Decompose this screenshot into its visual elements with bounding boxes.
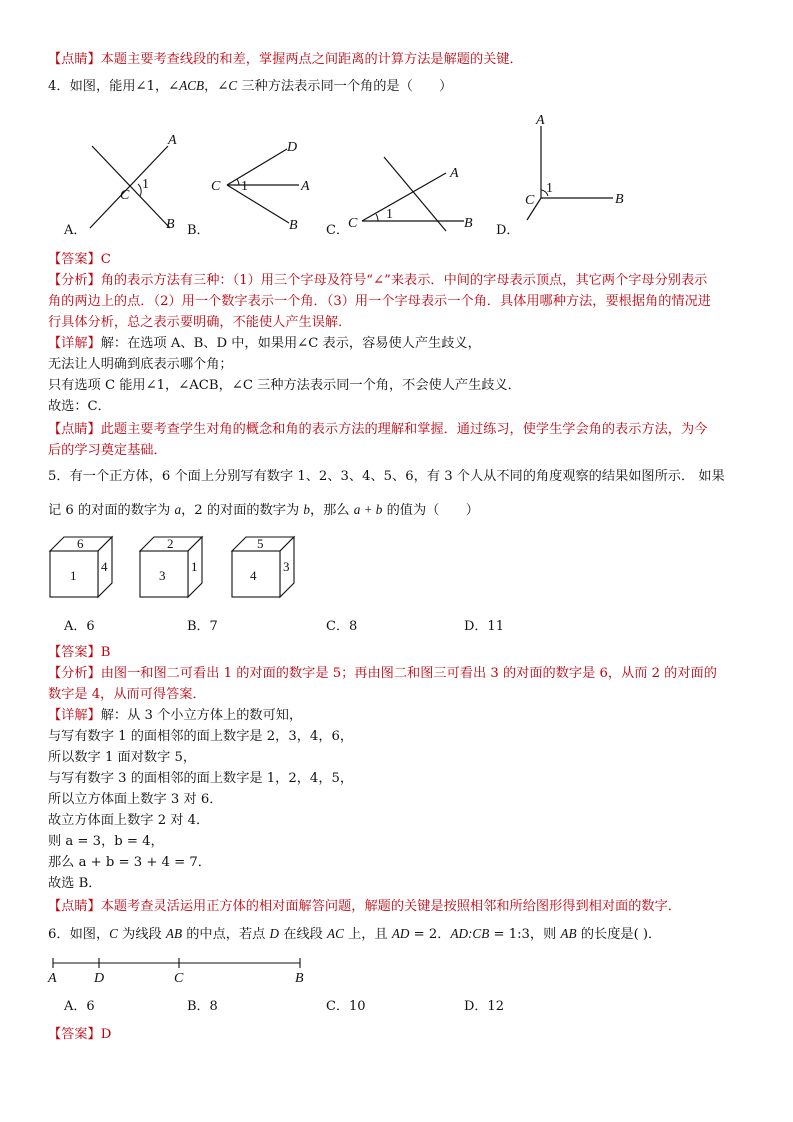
q4-stem-comma: ， bbox=[204, 79, 218, 94]
var-b: b bbox=[303, 502, 310, 517]
analysis-text: 由图一和图二可看出 1 的对面的数字是 5；再由图二和图三可看出 3 的对面的数字是 6，从而 2 的对面的 bbox=[100, 666, 717, 681]
q6-stem-text: 上，且 bbox=[343, 927, 392, 942]
q6-stem-text: = 2． bbox=[409, 927, 451, 942]
q6-point-c: C bbox=[109, 926, 118, 941]
tip-tag: 【点睛】 bbox=[48, 422, 101, 437]
q4-analysis-3: 行具体分析，总之表示要明确，不能使人产生误解． bbox=[48, 315, 352, 330]
q6-stem-text: 的长度是( )． bbox=[576, 927, 662, 942]
point-b-label: B bbox=[289, 218, 298, 233]
tip-text: 本题考查灵活运用正方体的相对面解答问题，解题的关键是按照相邻和所给图形得到相对面的数字． bbox=[100, 899, 681, 914]
q5-detail bbox=[48, 706, 302, 726]
q6-ratio: AD:CB bbox=[450, 926, 490, 941]
q6-option-b[interactable]: B．8 bbox=[187, 999, 218, 1014]
point-b-label: B bbox=[295, 971, 304, 986]
q6-segment-ad: AD bbox=[391, 926, 410, 941]
q5-stem-text: 的值为（ ） bbox=[382, 503, 479, 518]
q5-option-d[interactable]: D．11 bbox=[464, 619, 504, 634]
q4-detail-4: 故选：C． bbox=[48, 399, 111, 414]
point-a-label: A bbox=[301, 179, 310, 194]
q6-stem-text: = 1:3，则 bbox=[489, 927, 561, 942]
q4-figure-b bbox=[205, 135, 325, 235]
q5-cube-1 bbox=[48, 535, 118, 601]
detail-tag: 【详解】 bbox=[48, 708, 101, 723]
q5-analysis bbox=[48, 664, 717, 684]
q5-analysis-2: 数字是 4，从而可得答案． bbox=[48, 687, 206, 702]
point-c-label: C bbox=[174, 971, 184, 986]
q6-option-a[interactable]: A．6 bbox=[64, 999, 95, 1014]
cube-front-number: 4 bbox=[250, 568, 257, 583]
angle-1-label: 1 bbox=[386, 207, 393, 222]
analysis-tag: 【分析】 bbox=[48, 273, 101, 288]
q5-detail-7: 则 a = 3，b = 4， bbox=[48, 834, 164, 849]
q4-tip bbox=[48, 420, 707, 440]
q5-detail-2: 与写有数字 1 的面相邻的面上数字是 2，3，4，6， bbox=[48, 729, 354, 744]
answer-tag: 【答案】 bbox=[48, 252, 101, 267]
cube-side-number: 4 bbox=[101, 559, 108, 574]
q4-tip-2: 后的学习奠定基础． bbox=[48, 443, 167, 458]
q5-stem-text: ，2 的对面的数字为 bbox=[181, 503, 304, 518]
analysis-text: 角的表示方法有三种：（1）用三个字母及符号“∠”来表示．中间的字母表示顶点，其它两个字母分别表示 bbox=[100, 273, 708, 288]
q4-figure-c bbox=[340, 155, 490, 235]
q6-answer bbox=[48, 1025, 111, 1045]
point-a-label: A bbox=[450, 166, 459, 181]
q6-segment-ac: AC bbox=[327, 926, 344, 941]
detail-text: 解：在选项 A、B、D 中，如果用∠C 表示，容易使人产生歧义， bbox=[100, 336, 481, 351]
answer-tag: 【答案】 bbox=[48, 1027, 101, 1042]
cube-top-number: 6 bbox=[77, 536, 84, 551]
point-c-label: C bbox=[120, 188, 130, 203]
q4-answer bbox=[48, 250, 111, 270]
q6-stem bbox=[48, 924, 661, 945]
q4-option-c[interactable]: C． bbox=[326, 223, 349, 238]
q6-point-d: D bbox=[269, 926, 280, 941]
q6-stem-text: 在线段 bbox=[279, 927, 328, 942]
q5-detail-9: 故选 B． bbox=[48, 876, 102, 891]
var-a: a bbox=[174, 502, 182, 517]
tip-text: 本题主要考查线段的和差，掌握两点之间距离的计算方法是解题的关键． bbox=[100, 52, 523, 67]
q4-stem-angle-c: ∠C bbox=[217, 78, 238, 93]
q5-stem-1: 5．有一个正方体，6 个面上分别写有数字 1、2、3、4、5、6，有 3 个人从不同的角度观察的结果如图所示． 如果 bbox=[48, 469, 725, 484]
q5-detail-6: 故立方体面上数字 2 对 4． bbox=[48, 813, 210, 828]
q5-answer bbox=[48, 643, 110, 663]
cube-side-number: 1 bbox=[191, 559, 198, 574]
point-b-label: B bbox=[615, 192, 624, 207]
angle-1-label: 1 bbox=[241, 179, 248, 194]
q6-segment-figure bbox=[45, 955, 315, 985]
q4-stem-text: 4．如图，能用∠1， bbox=[48, 79, 169, 94]
q6-option-c[interactable]: C．10 bbox=[326, 999, 366, 1014]
q5-option-b[interactable]: B．7 bbox=[187, 619, 218, 634]
q5-stem-2 bbox=[48, 500, 479, 521]
detail-tag: 【详解】 bbox=[48, 336, 101, 351]
q4-detail bbox=[48, 334, 481, 354]
q5-detail-4: 与写有数字 3 的面相邻的面上数字是 1，2，4，5， bbox=[48, 771, 354, 786]
point-c-label: C bbox=[348, 216, 358, 231]
q6-segment-ab: AB bbox=[165, 926, 183, 941]
angle-1-label: 1 bbox=[546, 181, 553, 196]
q6-stem-text: 的中点，若点 bbox=[182, 927, 270, 942]
answer-value: B bbox=[100, 645, 111, 660]
point-c-label: C bbox=[525, 193, 535, 208]
point-a-label: A bbox=[48, 971, 57, 986]
point-b-label: B bbox=[464, 216, 473, 231]
cube-side-number: 3 bbox=[283, 559, 290, 574]
tip-text: 此题主要考查学生对角的概念和角的表示方法的理解和掌握．通过练习，使学生学会角的表示方法，为今 bbox=[100, 422, 708, 437]
point-a-label: A bbox=[536, 113, 545, 128]
answer-value: C bbox=[100, 252, 111, 267]
tip-tag: 【点睛】 bbox=[48, 899, 101, 914]
q4-analysis bbox=[48, 271, 707, 291]
detail-text: 解：从 3 个小立方体上的数可知， bbox=[100, 708, 303, 723]
angle-1-label: 1 bbox=[142, 177, 149, 192]
q6-stem-text: 为线段 bbox=[117, 927, 166, 942]
q4-option-a[interactable]: A． bbox=[64, 223, 87, 238]
answer-tag: 【答案】 bbox=[48, 645, 101, 660]
q5-option-a[interactable]: A．6 bbox=[64, 619, 95, 634]
q5-stem-text: 记 6 的对面的数字为 bbox=[48, 503, 175, 518]
q4-detail-2: 无法让人明确到底表示哪个角； bbox=[48, 357, 233, 372]
cube-top-number: 5 bbox=[257, 536, 264, 551]
cube-front-number: 1 bbox=[70, 568, 77, 583]
cube-top-number: 2 bbox=[167, 536, 174, 551]
q6-segment-ab: AB bbox=[560, 926, 577, 941]
q4-analysis-2: 角的两边上的点．（2）用一个数字表示一个角．（3）用一个字母表示一个角．具体用哪种方法，要根据角的情况进 bbox=[48, 294, 711, 309]
q5-cube-2 bbox=[138, 535, 208, 601]
q6-option-d[interactable]: D．12 bbox=[464, 999, 504, 1014]
q5-detail-3: 所以数字 1 面对数字 5， bbox=[48, 750, 197, 765]
q5-cube-3 bbox=[230, 535, 300, 601]
q6-stem-text: 6．如图， bbox=[48, 927, 110, 942]
analysis-tag: 【分析】 bbox=[48, 666, 101, 681]
point-d-label: D bbox=[287, 140, 298, 155]
expr-a-plus-b: a + b bbox=[353, 502, 383, 517]
q4-stem-tail: 三种方法表示同一个角的是（ ） bbox=[237, 79, 453, 94]
q4-detail-3: 只有选项 C 能用∠1，∠ACB，∠C 三种方法表示同一个角，不会使人产生歧义． bbox=[48, 378, 521, 393]
q5-stem-text: ，那么 bbox=[309, 503, 354, 518]
answer-value: D bbox=[100, 1027, 112, 1042]
q4-option-b[interactable]: B． bbox=[187, 223, 210, 238]
q5-tip bbox=[48, 897, 681, 917]
q4-option-d[interactable]: D． bbox=[496, 223, 520, 238]
point-b-label: B bbox=[166, 217, 175, 232]
q5-option-c[interactable]: C．8 bbox=[326, 619, 358, 634]
point-c-label: C bbox=[211, 179, 221, 194]
point-a-label: A bbox=[168, 133, 177, 148]
tip-tag: 【点睛】 bbox=[48, 52, 101, 67]
q4-stem-angle-acb: ∠ACB bbox=[168, 78, 205, 93]
point-d-label: D bbox=[94, 971, 105, 986]
q5-detail-5: 所以立方体面上数字 3 对 6． bbox=[48, 792, 223, 807]
q4-stem bbox=[48, 76, 452, 97]
q5-detail-8: 那么 a + b = 3 + 4 = 7． bbox=[48, 855, 211, 870]
q4-figure-d bbox=[515, 110, 635, 235]
cube-front-number: 3 bbox=[159, 568, 166, 583]
q3-tip bbox=[48, 50, 523, 70]
